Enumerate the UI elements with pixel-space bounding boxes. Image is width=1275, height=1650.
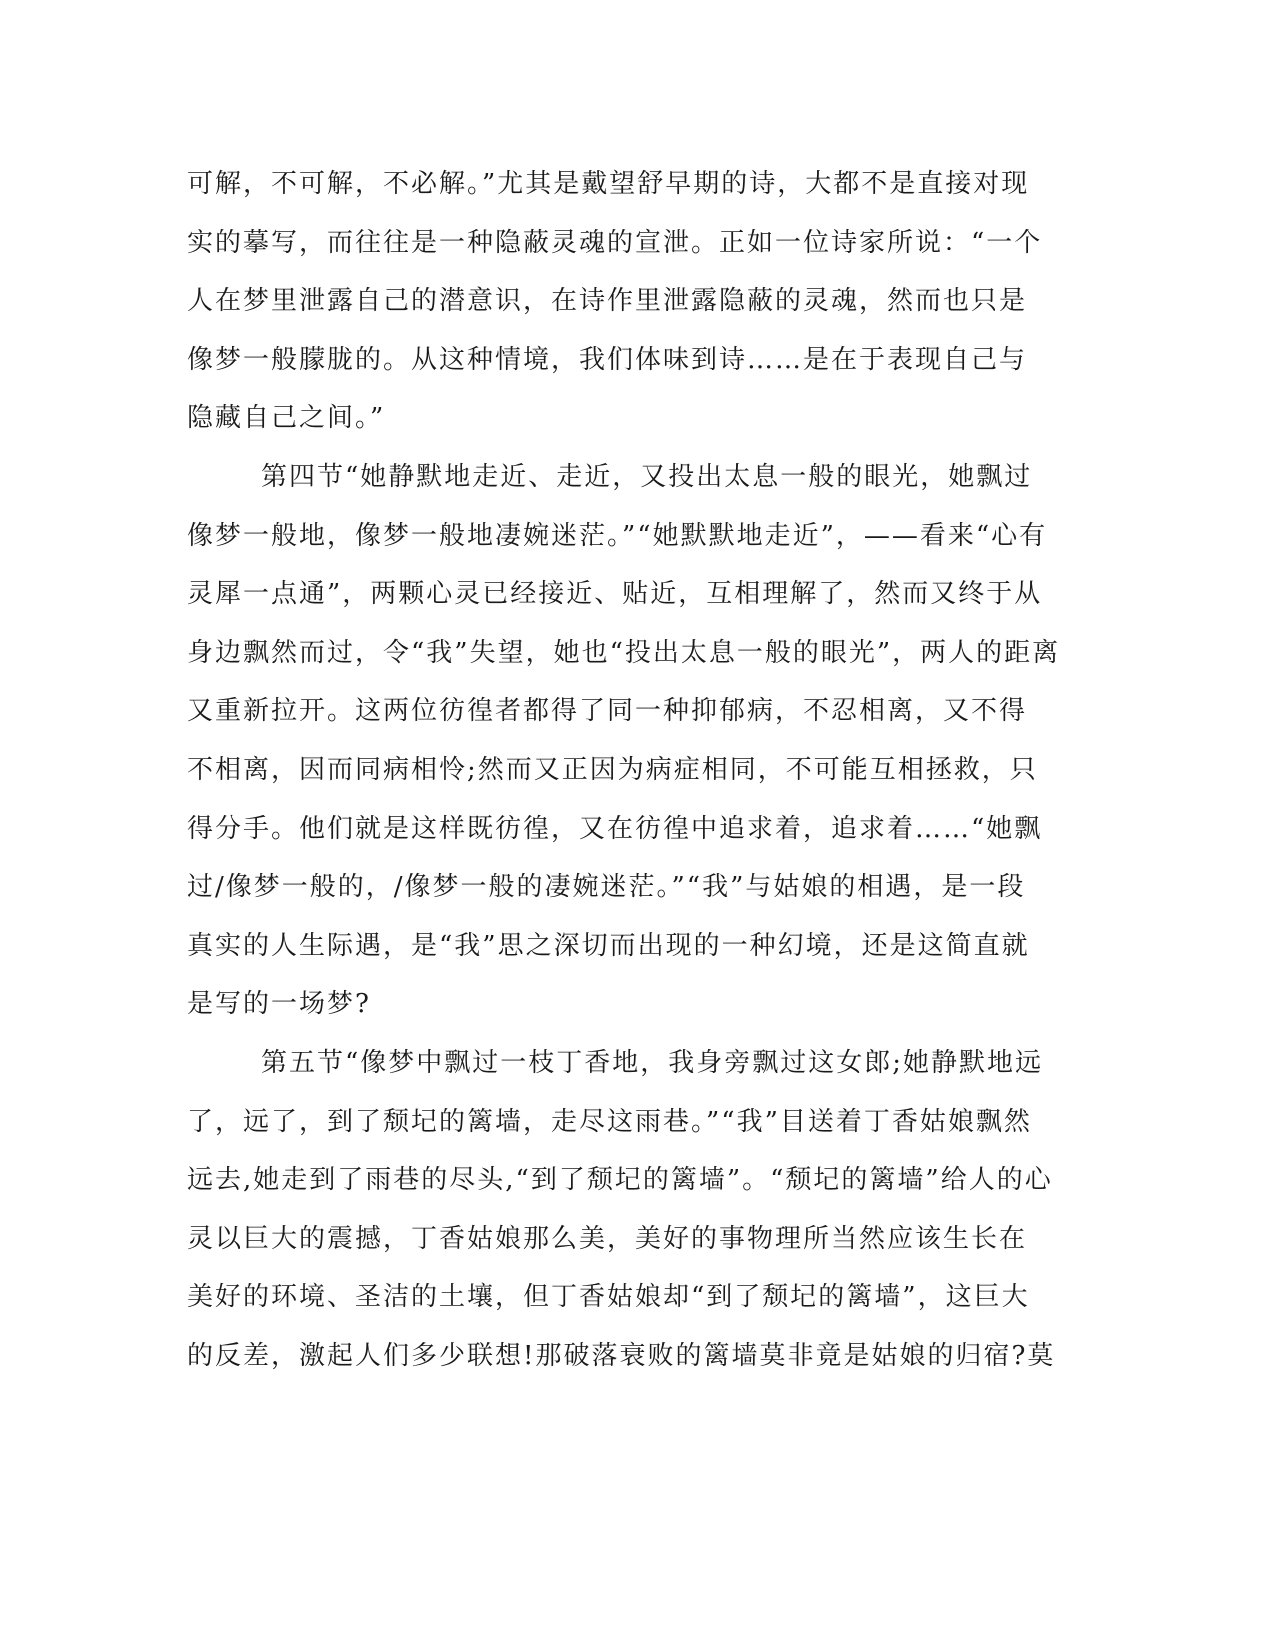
- text-line: 远去,她走到了雨巷的尽头,“到了颓圮的篱墙”。“颓圮的篱墙”给人的心: [187, 1165, 1053, 1196]
- text-line: 不相离，因而同病相怜;然而又正因为病症相同，不可能互相拯救，只: [187, 754, 1038, 785]
- text-line: 是写的一场梦?: [187, 989, 371, 1020]
- paragraph-first-line: 第四节“她静默地走近、走近，又投出太息一般的眼光，她飘过: [261, 461, 1033, 492]
- text-line: 隐藏自己之间。”: [187, 403, 386, 434]
- text-line: 了，远了，到了颓圮的篱墙，走尽这雨巷。”“我”目送着丁香姑娘飘然: [187, 1106, 1032, 1137]
- text-line: 实的摹写，而往往是一种隐蔽灵魂的宣泄。正如一位诗家所说：“一个: [187, 227, 1043, 258]
- text-line: 可解，不可解，不必解。”尤其是戴望舒早期的诗，大都不是直接对现: [187, 169, 1030, 199]
- body-text: [187, 155, 1067, 1385]
- text-line: 像梦一般地，像梦一般地凄婉迷茫。”“她默默地走近”，——看来“心有: [187, 520, 1048, 551]
- text-line: 过/像梦一般的，/像梦一般的凄婉迷茫。”“我”与姑娘的相遇，是一段: [187, 872, 1026, 903]
- text-line: 得分手。他们就是这样既彷徨，又在彷徨中追求着，追求着……“她飘: [187, 813, 1043, 844]
- text-line: 的反差，激起人们多少联想!那破落衰败的篱墙莫非竟是姑娘的归宿?莫: [187, 1340, 1056, 1371]
- text-line: 人在梦里泄露自己的潜意识，在诗作里泄露隐蔽的灵魂，然而也只是: [187, 286, 1028, 317]
- text-line: 灵以巨大的震撼，丁香姑娘那么美，美好的事物理所当然应该生长在: [187, 1223, 1028, 1254]
- text-line: 像梦一般朦胧的。从这种情境，我们体味到诗……是在于表现自己与: [187, 344, 1028, 375]
- paragraph-first-line: 第五节“像梦中飘过一枝丁香地，我身旁飘过这女郎;她静默地远: [261, 1047, 1044, 1078]
- text-line: 又重新拉开。这两位彷徨者都得了同一种抑郁病，不忍相离，又不得: [187, 696, 1028, 727]
- text-line: 美好的环境、圣洁的土壤，但丁香姑娘却“到了颓圮的篱墙”，这巨大: [187, 1282, 1030, 1313]
- text-line: 真实的人生际遇，是“我”思之深切而出现的一种幻境，还是这简直就: [187, 930, 1030, 961]
- text-line: 身边飘然而过，令“我”失望，她也“投出太息一般的眼光”，两人的距离: [187, 637, 1061, 668]
- text-line: 灵犀一点通”，两颗心灵已经接近、贴近，互相理解了，然而又终于从: [187, 579, 1043, 610]
